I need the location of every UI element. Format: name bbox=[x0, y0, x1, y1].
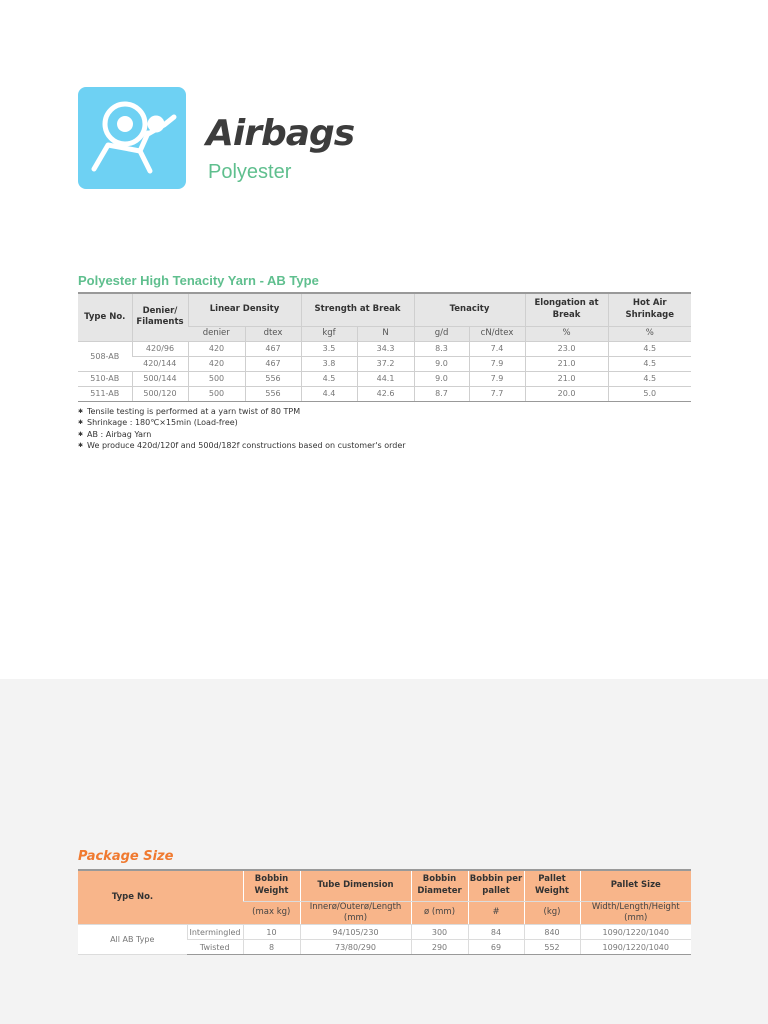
cell-dtex: 556 bbox=[245, 386, 301, 401]
cell-type: 511-AB bbox=[78, 386, 132, 401]
cell-kgf: 3.5 bbox=[301, 341, 357, 356]
footnote: ✱ We produce 420d/120f and 500d/182f constructions based on customer's order bbox=[78, 441, 406, 452]
cell-n: 42.6 bbox=[357, 386, 414, 401]
col-tenacity: Tenacity bbox=[414, 293, 525, 326]
cell-elongation: 23.0 bbox=[525, 341, 608, 356]
cell-pallet-weight: 840 bbox=[524, 925, 580, 940]
cell-dtex: 467 bbox=[245, 341, 301, 356]
cell-shrinkage: 4.5 bbox=[608, 356, 691, 371]
cell-n: 34.3 bbox=[357, 341, 414, 356]
col-type-no: Type No. bbox=[78, 293, 132, 341]
table-row bbox=[78, 925, 691, 940]
cell-pallet-weight: 552 bbox=[524, 940, 580, 955]
airbag-icon-tile bbox=[78, 87, 186, 189]
cell-kgf: 4.4 bbox=[301, 386, 357, 401]
cell-denier: 420 bbox=[188, 356, 245, 371]
cell-shrinkage: 4.5 bbox=[608, 341, 691, 356]
yarn-spec-table bbox=[78, 292, 691, 402]
col-bobbin-per-pallet: Bobbin per pallet bbox=[468, 870, 524, 901]
footnotes bbox=[78, 407, 406, 452]
cell-bobbin-weight: 10 bbox=[243, 925, 300, 940]
col-elongation: Elongation at Break bbox=[525, 293, 608, 326]
cell-kgf: 4.5 bbox=[301, 371, 357, 386]
unit-cn-dtex: cN/dtex bbox=[469, 326, 525, 341]
table-row bbox=[78, 371, 691, 386]
cell-gd: 9.0 bbox=[414, 356, 469, 371]
unit-pallet-size: Width/Length/Height (mm) bbox=[580, 901, 691, 925]
unit-dtex: dtex bbox=[245, 326, 301, 341]
package-table-heading: Package Size bbox=[78, 849, 174, 864]
cell-tube-dimension: 94/105/230 bbox=[300, 925, 411, 940]
cell-shrinkage: 4.5 bbox=[608, 371, 691, 386]
col-shrinkage: Hot Air Shrinkage bbox=[608, 293, 691, 326]
col-denier-filaments: Denier/ Filaments bbox=[132, 293, 188, 341]
cell-elongation: 20.0 bbox=[525, 386, 608, 401]
col-tube-dimension: Tube Dimension bbox=[300, 870, 411, 901]
page-subtitle: Polyester bbox=[208, 161, 292, 183]
yarn-table-heading: Polyester High Tenacity Yarn - AB Type bbox=[78, 273, 319, 288]
cell-type: 510-AB bbox=[78, 371, 132, 386]
cell-bobbin-per-pallet: 84 bbox=[468, 925, 524, 940]
unit-bobbin-per-pallet: # bbox=[468, 901, 524, 925]
cell-pallet-size: 1090/1220/1040 bbox=[580, 940, 691, 955]
unit-denier: denier bbox=[188, 326, 245, 341]
col-strength: Strength at Break bbox=[301, 293, 414, 326]
unit-kgf: kgf bbox=[301, 326, 357, 341]
cell-elongation: 21.0 bbox=[525, 356, 608, 371]
cell-bobbin-diameter: 290 bbox=[411, 940, 468, 955]
footnote: ✱ Tensile testing is performed at a yarn twist of 80 TPM bbox=[78, 407, 406, 418]
cell-bobbin-weight: 8 bbox=[243, 940, 300, 955]
unit-bobbin-weight: (max kg) bbox=[243, 901, 300, 925]
unit-n: N bbox=[357, 326, 414, 341]
cell-denier-filaments: 500/120 bbox=[132, 386, 188, 401]
col-pallet-weight: Pallet Weight bbox=[524, 870, 580, 901]
cell-cn-dtex: 7.4 bbox=[469, 341, 525, 356]
cell-kgf: 3.8 bbox=[301, 356, 357, 371]
cell-n: 37.2 bbox=[357, 356, 414, 371]
cell-denier-filaments: 420/144 bbox=[132, 356, 188, 371]
cell-dtex: 467 bbox=[245, 356, 301, 371]
footnote: ✱ Shrinkage : 180℃×15min (Load-free) bbox=[78, 418, 406, 429]
table-row bbox=[78, 341, 691, 356]
col-kind bbox=[187, 870, 243, 925]
unit-shrinkage-pct: % bbox=[608, 326, 691, 341]
cell-type: All AB Type bbox=[78, 925, 187, 955]
cell-cn-dtex: 7.9 bbox=[469, 371, 525, 386]
cell-denier-filaments: 420/96 bbox=[132, 341, 188, 356]
cell-kind: Twisted bbox=[187, 940, 243, 955]
col-bobbin-diameter: Bobbin Diameter bbox=[411, 870, 468, 901]
table-row bbox=[78, 356, 691, 371]
col-linear-density: Linear Density bbox=[188, 293, 301, 326]
cell-cn-dtex: 7.9 bbox=[469, 356, 525, 371]
cell-elongation: 21.0 bbox=[525, 371, 608, 386]
cell-gd: 8.3 bbox=[414, 341, 469, 356]
col-type-no: Type No. bbox=[78, 870, 187, 925]
cell-n: 44.1 bbox=[357, 371, 414, 386]
unit-pallet-weight: (kg) bbox=[524, 901, 580, 925]
cell-bobbin-diameter: 300 bbox=[411, 925, 468, 940]
cell-type: 508-AB bbox=[78, 341, 132, 371]
unit-tube-dimension: Innerø/Outerø/Length (mm) bbox=[300, 901, 411, 925]
cell-denier: 500 bbox=[188, 371, 245, 386]
cell-cn-dtex: 7.7 bbox=[469, 386, 525, 401]
cell-shrinkage: 5.0 bbox=[608, 386, 691, 401]
table-row bbox=[78, 386, 691, 401]
cell-bobbin-per-pallet: 69 bbox=[468, 940, 524, 955]
unit-elongation-pct: % bbox=[525, 326, 608, 341]
cell-tube-dimension: 73/80/290 bbox=[300, 940, 411, 955]
cell-dtex: 556 bbox=[245, 371, 301, 386]
cell-denier: 500 bbox=[188, 386, 245, 401]
cell-pallet-size: 1090/1220/1040 bbox=[580, 925, 691, 940]
page-title: Airbags bbox=[206, 113, 355, 154]
unit-gd: g/d bbox=[414, 326, 469, 341]
cell-denier-filaments: 500/144 bbox=[132, 371, 188, 386]
cell-gd: 8.7 bbox=[414, 386, 469, 401]
unit-bobbin-diameter: ø (mm) bbox=[411, 901, 468, 925]
cell-denier: 420 bbox=[188, 341, 245, 356]
footnote: ✱ AB : Airbag Yarn bbox=[78, 430, 406, 441]
col-bobbin-weight: Bobbin Weight bbox=[243, 870, 300, 901]
cell-kind: Intermingled bbox=[187, 925, 243, 940]
airbag-icon bbox=[78, 87, 186, 189]
package-size-table bbox=[78, 869, 691, 955]
col-pallet-size: Pallet Size bbox=[580, 870, 691, 901]
cell-gd: 9.0 bbox=[414, 371, 469, 386]
